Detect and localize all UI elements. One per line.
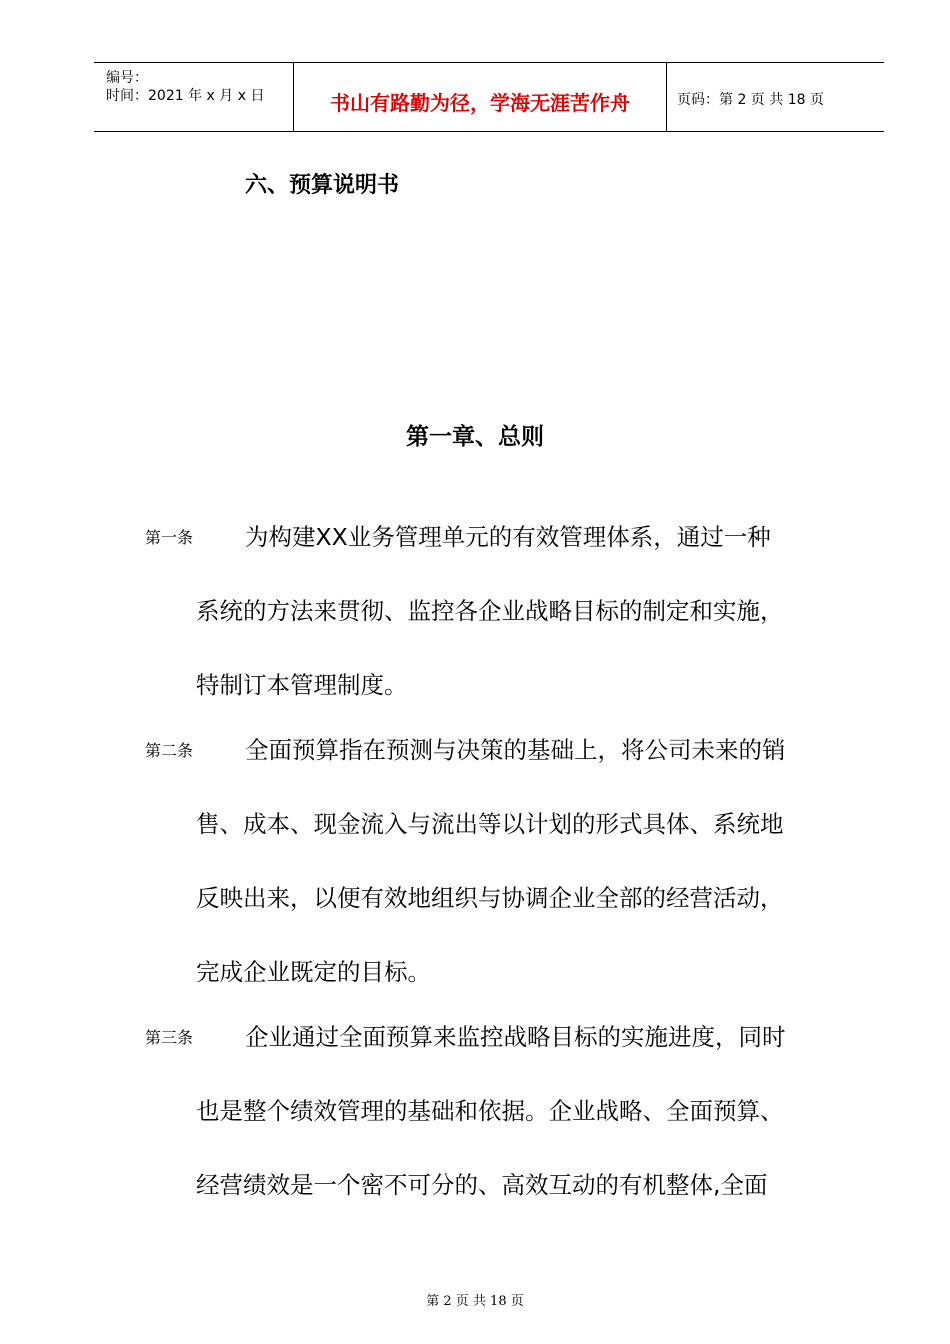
page-footer: 第 2 页 共 18 页 xyxy=(426,1294,524,1309)
page-header xyxy=(94,62,884,132)
article-line: 系统的方法来贯彻、监控各企业战略目标的制定和实施， xyxy=(196,597,784,625)
article-line: 完成企业既定的目标。 xyxy=(196,958,431,986)
article-line: 反映出来，以便有效地组织与协调企业全部的经营活动， xyxy=(196,884,784,912)
time-label: 时间：2021 年 x 月 x 日 xyxy=(106,88,265,104)
article-line: 特制订本管理制度。 xyxy=(196,671,408,699)
article-label: 第三条 xyxy=(145,1028,194,1047)
header-meta-cell xyxy=(94,63,294,131)
chapter-title: 第一章、总则 xyxy=(406,424,544,450)
header-page-info: 页码：第 2 页 共 18 页 xyxy=(677,92,824,108)
motto-text: 书山有路勤为径，学海无涯苦作舟 xyxy=(330,91,630,115)
article-label: 第一条 xyxy=(145,528,194,547)
article-line: 为构建XX业务管理单元的有效管理体系，通过一种 xyxy=(245,523,771,551)
section-title: 六、预算说明书 xyxy=(245,173,400,198)
article-line: 经营绩效是一个密不可分的、高效互动的有机整体,全面 xyxy=(196,1171,768,1199)
header-page-cell xyxy=(667,63,884,131)
number-label: 编号： xyxy=(106,70,148,86)
header-motto-cell xyxy=(294,63,667,131)
article-label: 第二条 xyxy=(145,741,194,760)
article-line: 售、成本、现金流入与流出等以计划的形式具体、系统地 xyxy=(196,810,784,838)
article-line: 全面预算指在预测与决策的基础上，将公司未来的销 xyxy=(245,736,786,764)
article-line: 也是整个绩效管理的基础和依据。企业战略、全面预算、 xyxy=(196,1097,784,1125)
article-line: 企业通过全面预算来监控战略目标的实施进度，同时 xyxy=(245,1023,786,1051)
